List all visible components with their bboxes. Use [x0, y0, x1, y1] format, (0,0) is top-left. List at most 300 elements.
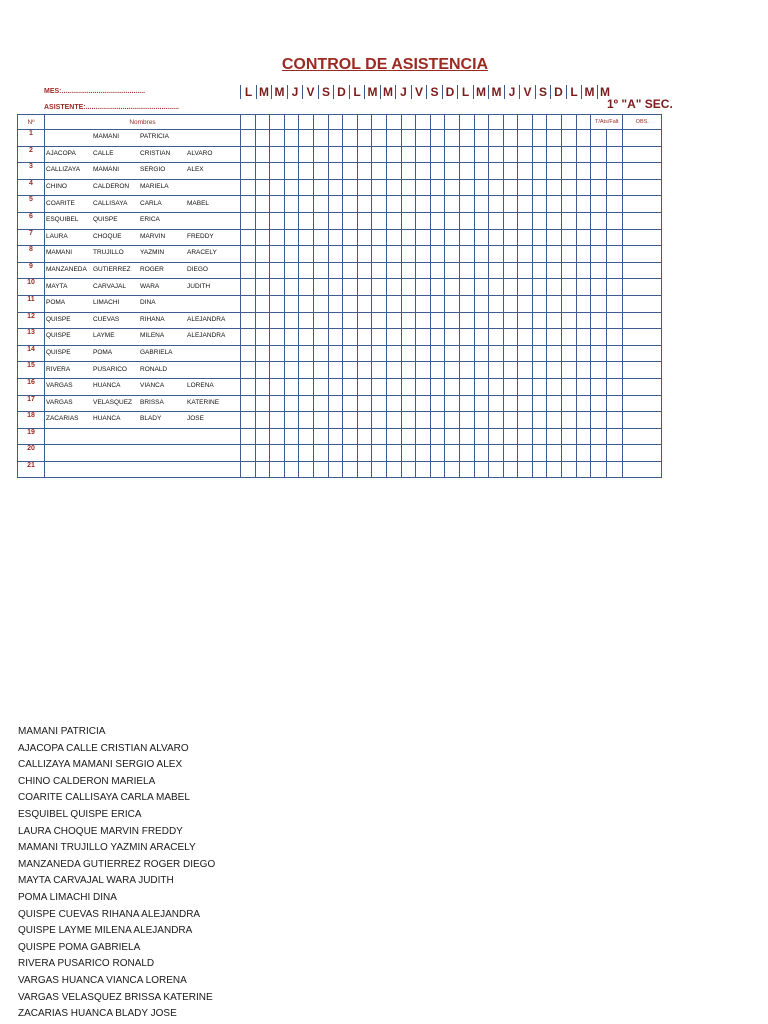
attendance-cell[interactable] — [562, 395, 577, 412]
attendance-cell[interactable] — [372, 445, 387, 462]
attendance-cell[interactable] — [459, 378, 474, 395]
attendance-cell[interactable] — [445, 179, 460, 196]
attendance-cell[interactable] — [270, 362, 285, 379]
attendance-cell[interactable] — [357, 461, 372, 478]
attendance-cell[interactable] — [489, 378, 504, 395]
attendance-cell[interactable] — [430, 179, 445, 196]
attendance-cell[interactable] — [532, 461, 547, 478]
attendance-cell[interactable] — [241, 246, 256, 263]
attendance-cell[interactable] — [547, 412, 562, 429]
attendance-cell[interactable] — [284, 212, 299, 229]
attendance-cell[interactable] — [343, 345, 358, 362]
attendance-cell[interactable] — [474, 246, 489, 263]
attendance-cell[interactable] — [343, 412, 358, 429]
attendance-cell[interactable] — [562, 378, 577, 395]
attendance-cell[interactable] — [299, 345, 314, 362]
attendance-cell[interactable] — [357, 362, 372, 379]
attendance-cell[interactable] — [562, 362, 577, 379]
attendance-cell[interactable] — [562, 246, 577, 263]
attendance-cell[interactable] — [372, 196, 387, 213]
attendance-cell[interactable] — [401, 445, 416, 462]
attendance-cell[interactable] — [284, 345, 299, 362]
attendance-cell[interactable] — [386, 329, 401, 346]
obs-cell[interactable] — [623, 362, 662, 379]
attendance-cell[interactable] — [357, 295, 372, 312]
total-cell-b[interactable] — [607, 461, 623, 478]
attendance-cell[interactable] — [474, 295, 489, 312]
attendance-cell[interactable] — [357, 262, 372, 279]
attendance-cell[interactable] — [503, 362, 518, 379]
attendance-cell[interactable] — [474, 445, 489, 462]
total-cell-b[interactable] — [607, 196, 623, 213]
total-cell-a[interactable] — [591, 362, 607, 379]
obs-cell[interactable] — [623, 229, 662, 246]
attendance-cell[interactable] — [445, 130, 460, 147]
attendance-cell[interactable] — [401, 212, 416, 229]
attendance-cell[interactable] — [284, 279, 299, 296]
total-cell-b[interactable] — [607, 212, 623, 229]
attendance-cell[interactable] — [576, 146, 591, 163]
attendance-cell[interactable] — [284, 130, 299, 147]
attendance-cell[interactable] — [241, 461, 256, 478]
attendance-cell[interactable] — [241, 345, 256, 362]
obs-cell[interactable] — [623, 295, 662, 312]
attendance-cell[interactable] — [284, 395, 299, 412]
attendance-cell[interactable] — [386, 179, 401, 196]
attendance-cell[interactable] — [474, 412, 489, 429]
attendance-cell[interactable] — [386, 312, 401, 329]
attendance-cell[interactable] — [372, 312, 387, 329]
attendance-cell[interactable] — [532, 378, 547, 395]
attendance-cell[interactable] — [386, 229, 401, 246]
attendance-cell[interactable] — [489, 262, 504, 279]
attendance-cell[interactable] — [372, 428, 387, 445]
attendance-cell[interactable] — [430, 279, 445, 296]
attendance-cell[interactable] — [459, 179, 474, 196]
attendance-cell[interactable] — [270, 262, 285, 279]
attendance-cell[interactable] — [562, 312, 577, 329]
attendance-cell[interactable] — [372, 461, 387, 478]
attendance-cell[interactable] — [474, 262, 489, 279]
total-cell-b[interactable] — [607, 412, 623, 429]
attendance-cell[interactable] — [299, 412, 314, 429]
attendance-cell[interactable] — [299, 329, 314, 346]
attendance-cell[interactable] — [576, 445, 591, 462]
attendance-cell[interactable] — [241, 412, 256, 429]
attendance-cell[interactable] — [284, 312, 299, 329]
total-cell-a[interactable] — [591, 196, 607, 213]
attendance-cell[interactable] — [328, 146, 343, 163]
obs-cell[interactable] — [623, 445, 662, 462]
attendance-cell[interactable] — [503, 378, 518, 395]
attendance-cell[interactable] — [474, 428, 489, 445]
attendance-cell[interactable] — [576, 345, 591, 362]
attendance-cell[interactable] — [547, 461, 562, 478]
attendance-cell[interactable] — [562, 412, 577, 429]
attendance-cell[interactable] — [328, 461, 343, 478]
attendance-cell[interactable] — [241, 329, 256, 346]
attendance-cell[interactable] — [532, 246, 547, 263]
attendance-cell[interactable] — [430, 345, 445, 362]
attendance-cell[interactable] — [562, 329, 577, 346]
attendance-cell[interactable] — [255, 412, 270, 429]
obs-cell[interactable] — [623, 179, 662, 196]
attendance-cell[interactable] — [430, 295, 445, 312]
attendance-cell[interactable] — [445, 163, 460, 180]
attendance-cell[interactable] — [343, 262, 358, 279]
attendance-cell[interactable] — [518, 130, 533, 147]
attendance-cell[interactable] — [503, 146, 518, 163]
attendance-cell[interactable] — [386, 146, 401, 163]
attendance-cell[interactable] — [357, 345, 372, 362]
attendance-cell[interactable] — [299, 362, 314, 379]
attendance-cell[interactable] — [313, 345, 328, 362]
attendance-cell[interactable] — [576, 179, 591, 196]
attendance-cell[interactable] — [547, 395, 562, 412]
attendance-cell[interactable] — [459, 395, 474, 412]
attendance-cell[interactable] — [241, 362, 256, 379]
attendance-cell[interactable] — [562, 345, 577, 362]
attendance-cell[interactable] — [343, 146, 358, 163]
attendance-cell[interactable] — [241, 295, 256, 312]
attendance-cell[interactable] — [270, 146, 285, 163]
attendance-cell[interactable] — [547, 262, 562, 279]
mes-field[interactable]: MES:........................................... — [44, 88, 146, 95]
attendance-cell[interactable] — [532, 262, 547, 279]
attendance-cell[interactable] — [372, 279, 387, 296]
attendance-cell[interactable] — [313, 246, 328, 263]
attendance-cell[interactable] — [401, 146, 416, 163]
obs-cell[interactable] — [623, 461, 662, 478]
attendance-cell[interactable] — [255, 362, 270, 379]
attendance-cell[interactable] — [562, 445, 577, 462]
attendance-cell[interactable] — [372, 163, 387, 180]
attendance-cell[interactable] — [416, 279, 431, 296]
attendance-cell[interactable] — [299, 461, 314, 478]
attendance-cell[interactable] — [474, 179, 489, 196]
attendance-cell[interactable] — [284, 329, 299, 346]
attendance-cell[interactable] — [416, 461, 431, 478]
attendance-cell[interactable] — [547, 146, 562, 163]
attendance-cell[interactable] — [386, 412, 401, 429]
total-cell-a[interactable] — [591, 378, 607, 395]
attendance-cell[interactable] — [299, 395, 314, 412]
obs-cell[interactable] — [623, 130, 662, 147]
attendance-cell[interactable] — [401, 345, 416, 362]
attendance-cell[interactable] — [459, 212, 474, 229]
attendance-cell[interactable] — [576, 262, 591, 279]
attendance-cell[interactable] — [430, 212, 445, 229]
attendance-cell[interactable] — [343, 329, 358, 346]
attendance-cell[interactable] — [430, 146, 445, 163]
attendance-cell[interactable] — [270, 329, 285, 346]
attendance-cell[interactable] — [576, 130, 591, 147]
attendance-cell[interactable] — [489, 212, 504, 229]
attendance-cell[interactable] — [562, 428, 577, 445]
attendance-cell[interactable] — [255, 395, 270, 412]
attendance-cell[interactable] — [489, 395, 504, 412]
attendance-cell[interactable] — [386, 130, 401, 147]
attendance-cell[interactable] — [532, 362, 547, 379]
total-cell-b[interactable] — [607, 378, 623, 395]
attendance-cell[interactable] — [459, 262, 474, 279]
attendance-cell[interactable] — [416, 130, 431, 147]
attendance-cell[interactable] — [518, 212, 533, 229]
attendance-cell[interactable] — [459, 345, 474, 362]
attendance-cell[interactable] — [241, 196, 256, 213]
attendance-cell[interactable] — [518, 395, 533, 412]
attendance-cell[interactable] — [343, 279, 358, 296]
attendance-cell[interactable] — [416, 295, 431, 312]
attendance-cell[interactable] — [416, 312, 431, 329]
attendance-cell[interactable] — [518, 146, 533, 163]
attendance-cell[interactable] — [562, 163, 577, 180]
attendance-cell[interactable] — [518, 312, 533, 329]
attendance-cell[interactable] — [459, 329, 474, 346]
attendance-cell[interactable] — [284, 445, 299, 462]
attendance-cell[interactable] — [328, 312, 343, 329]
attendance-cell[interactable] — [489, 445, 504, 462]
attendance-cell[interactable] — [313, 461, 328, 478]
attendance-cell[interactable] — [372, 378, 387, 395]
attendance-cell[interactable] — [459, 362, 474, 379]
attendance-cell[interactable] — [547, 329, 562, 346]
attendance-cell[interactable] — [401, 378, 416, 395]
attendance-cell[interactable] — [328, 163, 343, 180]
attendance-cell[interactable] — [547, 163, 562, 180]
attendance-cell[interactable] — [474, 163, 489, 180]
attendance-cell[interactable] — [241, 395, 256, 412]
attendance-cell[interactable] — [532, 279, 547, 296]
attendance-cell[interactable] — [576, 378, 591, 395]
attendance-cell[interactable] — [503, 229, 518, 246]
attendance-cell[interactable] — [459, 279, 474, 296]
attendance-cell[interactable] — [401, 295, 416, 312]
attendance-cell[interactable] — [313, 428, 328, 445]
attendance-cell[interactable] — [459, 445, 474, 462]
total-cell-b[interactable] — [607, 295, 623, 312]
attendance-cell[interactable] — [284, 246, 299, 263]
attendance-cell[interactable] — [547, 130, 562, 147]
attendance-cell[interactable] — [313, 279, 328, 296]
obs-cell[interactable] — [623, 279, 662, 296]
attendance-cell[interactable] — [284, 262, 299, 279]
attendance-cell[interactable] — [518, 246, 533, 263]
attendance-cell[interactable] — [445, 378, 460, 395]
attendance-cell[interactable] — [430, 246, 445, 263]
total-cell-b[interactable] — [607, 428, 623, 445]
attendance-cell[interactable] — [313, 262, 328, 279]
attendance-cell[interactable] — [241, 312, 256, 329]
attendance-cell[interactable] — [532, 295, 547, 312]
attendance-cell[interactable] — [241, 445, 256, 462]
attendance-cell[interactable] — [459, 246, 474, 263]
attendance-cell[interactable] — [284, 362, 299, 379]
attendance-cell[interactable] — [503, 262, 518, 279]
attendance-cell[interactable] — [489, 146, 504, 163]
attendance-cell[interactable] — [518, 179, 533, 196]
attendance-cell[interactable] — [270, 461, 285, 478]
total-cell-a[interactable] — [591, 130, 607, 147]
attendance-cell[interactable] — [386, 378, 401, 395]
attendance-cell[interactable] — [416, 163, 431, 180]
attendance-cell[interactable] — [416, 378, 431, 395]
attendance-cell[interactable] — [386, 246, 401, 263]
attendance-cell[interactable] — [503, 196, 518, 213]
attendance-cell[interactable] — [299, 130, 314, 147]
attendance-cell[interactable] — [372, 362, 387, 379]
attendance-cell[interactable] — [445, 262, 460, 279]
attendance-cell[interactable] — [547, 445, 562, 462]
obs-cell[interactable] — [623, 378, 662, 395]
attendance-cell[interactable] — [474, 279, 489, 296]
attendance-cell[interactable] — [270, 378, 285, 395]
attendance-cell[interactable] — [270, 163, 285, 180]
attendance-cell[interactable] — [313, 212, 328, 229]
attendance-cell[interactable] — [445, 412, 460, 429]
attendance-cell[interactable] — [372, 412, 387, 429]
attendance-cell[interactable] — [518, 378, 533, 395]
total-cell-b[interactable] — [607, 262, 623, 279]
attendance-cell[interactable] — [576, 395, 591, 412]
attendance-cell[interactable] — [401, 461, 416, 478]
attendance-cell[interactable] — [255, 279, 270, 296]
attendance-cell[interactable] — [401, 130, 416, 147]
attendance-cell[interactable] — [241, 229, 256, 246]
attendance-cell[interactable] — [547, 295, 562, 312]
attendance-cell[interactable] — [576, 329, 591, 346]
attendance-cell[interactable] — [255, 378, 270, 395]
attendance-cell[interactable] — [430, 412, 445, 429]
attendance-cell[interactable] — [343, 295, 358, 312]
attendance-cell[interactable] — [474, 312, 489, 329]
attendance-cell[interactable] — [255, 246, 270, 263]
attendance-cell[interactable] — [343, 428, 358, 445]
attendance-cell[interactable] — [241, 130, 256, 147]
attendance-cell[interactable] — [416, 196, 431, 213]
obs-cell[interactable] — [623, 196, 662, 213]
attendance-cell[interactable] — [416, 246, 431, 263]
attendance-cell[interactable] — [284, 229, 299, 246]
obs-cell[interactable] — [623, 212, 662, 229]
attendance-cell[interactable] — [459, 412, 474, 429]
attendance-cell[interactable] — [503, 312, 518, 329]
attendance-cell[interactable] — [313, 130, 328, 147]
attendance-cell[interactable] — [518, 461, 533, 478]
attendance-cell[interactable] — [489, 428, 504, 445]
total-cell-b[interactable] — [607, 229, 623, 246]
attendance-cell[interactable] — [474, 461, 489, 478]
attendance-cell[interactable] — [576, 412, 591, 429]
attendance-cell[interactable] — [576, 163, 591, 180]
attendance-cell[interactable] — [343, 395, 358, 412]
attendance-cell[interactable] — [474, 395, 489, 412]
attendance-cell[interactable] — [241, 262, 256, 279]
attendance-cell[interactable] — [416, 395, 431, 412]
attendance-cell[interactable] — [430, 130, 445, 147]
attendance-cell[interactable] — [401, 229, 416, 246]
attendance-cell[interactable] — [532, 345, 547, 362]
attendance-cell[interactable] — [270, 179, 285, 196]
attendance-cell[interactable] — [401, 246, 416, 263]
attendance-cell[interactable] — [299, 312, 314, 329]
total-cell-a[interactable] — [591, 262, 607, 279]
attendance-cell[interactable] — [328, 362, 343, 379]
attendance-cell[interactable] — [518, 345, 533, 362]
attendance-cell[interactable] — [459, 461, 474, 478]
attendance-cell[interactable] — [357, 179, 372, 196]
attendance-cell[interactable] — [343, 461, 358, 478]
attendance-cell[interactable] — [299, 428, 314, 445]
attendance-cell[interactable] — [503, 395, 518, 412]
attendance-cell[interactable] — [489, 246, 504, 263]
attendance-cell[interactable] — [416, 428, 431, 445]
attendance-cell[interactable] — [562, 196, 577, 213]
attendance-cell[interactable] — [299, 246, 314, 263]
attendance-cell[interactable] — [503, 428, 518, 445]
attendance-cell[interactable] — [489, 362, 504, 379]
attendance-cell[interactable] — [503, 212, 518, 229]
attendance-cell[interactable] — [284, 196, 299, 213]
attendance-cell[interactable] — [372, 212, 387, 229]
attendance-cell[interactable] — [328, 279, 343, 296]
attendance-cell[interactable] — [299, 229, 314, 246]
attendance-cell[interactable] — [284, 378, 299, 395]
attendance-cell[interactable] — [386, 345, 401, 362]
attendance-cell[interactable] — [518, 295, 533, 312]
attendance-cell[interactable] — [328, 196, 343, 213]
attendance-cell[interactable] — [576, 362, 591, 379]
attendance-cell[interactable] — [401, 279, 416, 296]
attendance-cell[interactable] — [372, 345, 387, 362]
attendance-cell[interactable] — [386, 428, 401, 445]
obs-cell[interactable] — [623, 345, 662, 362]
attendance-cell[interactable] — [299, 378, 314, 395]
total-cell-a[interactable] — [591, 146, 607, 163]
total-cell-a[interactable] — [591, 428, 607, 445]
total-cell-a[interactable] — [591, 412, 607, 429]
attendance-cell[interactable] — [445, 279, 460, 296]
attendance-cell[interactable] — [416, 445, 431, 462]
total-cell-a[interactable] — [591, 295, 607, 312]
attendance-cell[interactable] — [547, 196, 562, 213]
obs-cell[interactable] — [623, 262, 662, 279]
attendance-cell[interactable] — [430, 445, 445, 462]
attendance-cell[interactable] — [357, 378, 372, 395]
attendance-cell[interactable] — [313, 229, 328, 246]
attendance-cell[interactable] — [270, 412, 285, 429]
attendance-cell[interactable] — [474, 345, 489, 362]
attendance-cell[interactable] — [401, 196, 416, 213]
attendance-cell[interactable] — [576, 229, 591, 246]
attendance-cell[interactable] — [445, 295, 460, 312]
attendance-cell[interactable] — [547, 212, 562, 229]
attendance-cell[interactable] — [474, 212, 489, 229]
attendance-cell[interactable] — [313, 329, 328, 346]
attendance-cell[interactable] — [489, 196, 504, 213]
attendance-cell[interactable] — [357, 395, 372, 412]
attendance-cell[interactable] — [518, 445, 533, 462]
attendance-cell[interactable] — [474, 329, 489, 346]
attendance-cell[interactable] — [299, 146, 314, 163]
attendance-cell[interactable] — [562, 279, 577, 296]
attendance-cell[interactable] — [489, 229, 504, 246]
attendance-cell[interactable] — [313, 295, 328, 312]
attendance-cell[interactable] — [489, 461, 504, 478]
attendance-cell[interactable] — [299, 295, 314, 312]
attendance-cell[interactable] — [459, 312, 474, 329]
attendance-cell[interactable] — [328, 212, 343, 229]
